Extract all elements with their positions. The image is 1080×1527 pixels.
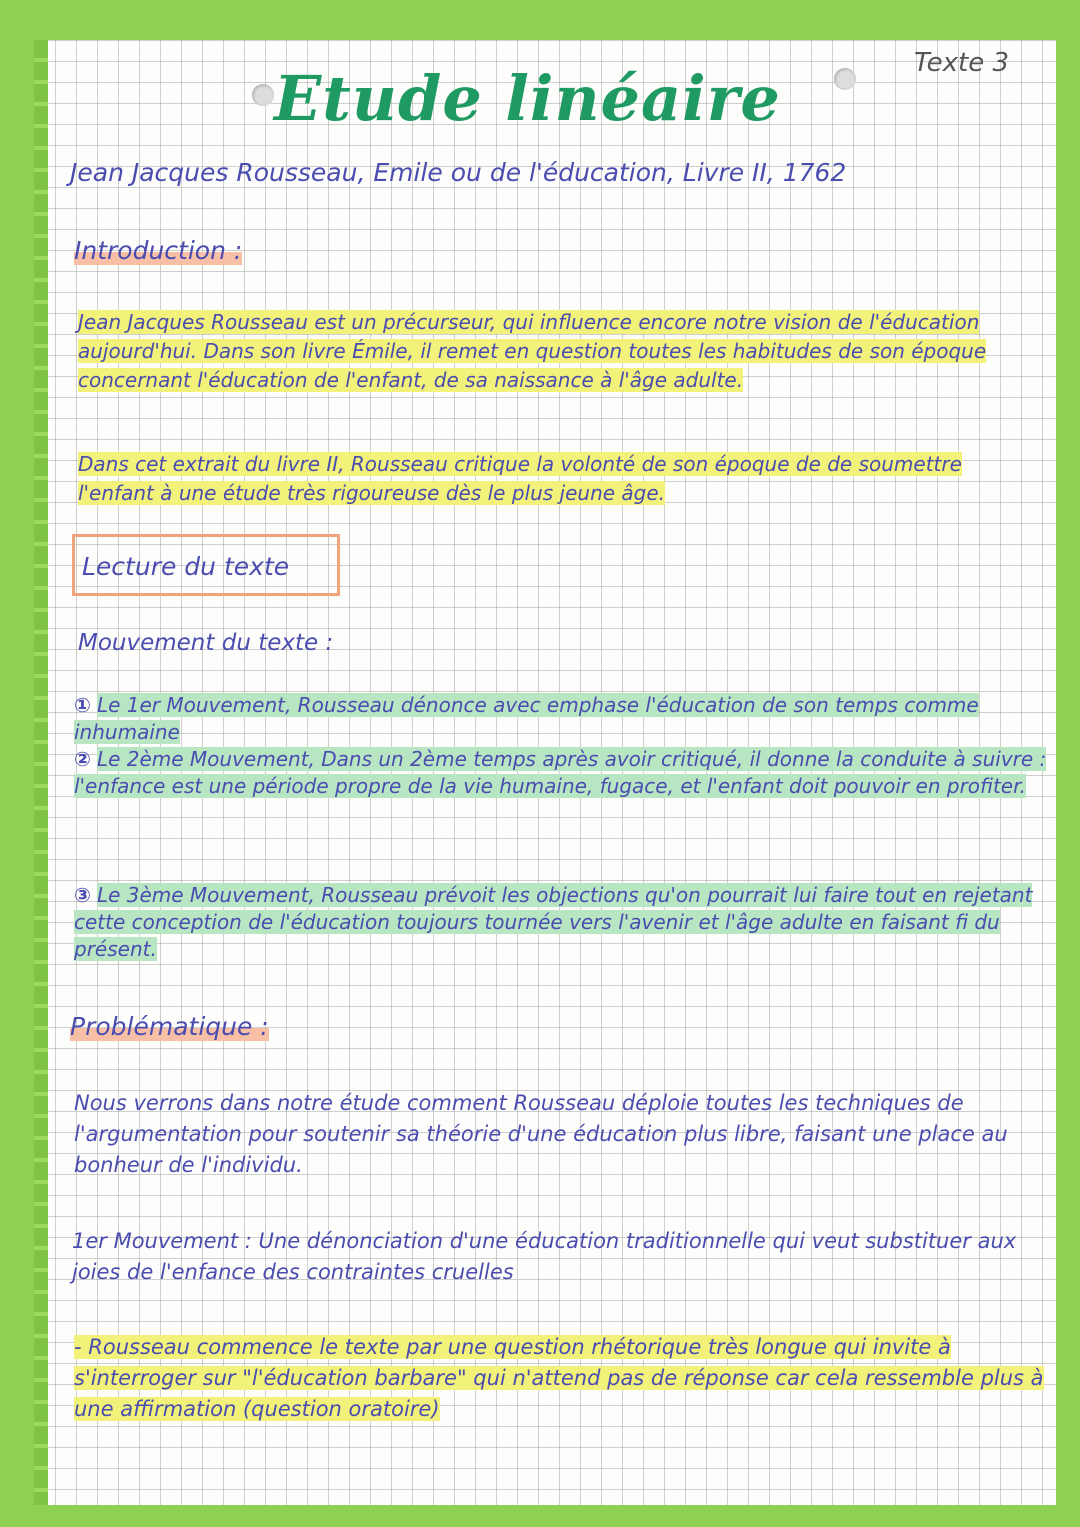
problematique-text: Nous verrons dans notre étude comment Rousseau déploie toutes les techniques de l'argumentation pour soutenir sa théorie d'une éducation plus libre, faisant une place au bonheur de l'individu.: [74, 1091, 1008, 1177]
notebook-page: [34, 40, 1056, 1505]
item-number: ①: [74, 693, 91, 717]
mouvement-text: Le 1er Mouvement, Rousseau dénonce avec emphase l'éducation de son temps comme inhumaine: [74, 693, 979, 744]
mouvement-item-1: [74, 692, 1049, 746]
introduction-text: Jean Jacques Rousseau est un précurseur, qui influence encore notre vision de l'éducation aujourd'hui. Dans son livre Émile, il remet en question toutes les habitudes de son époque concernant l'éducation de l'enfant, de sa naissance à l'âge adulte.: [78, 310, 987, 392]
mouvement1-text-highlight: - Rousseau commence le texte par une question rhétorique très longue qui invite à s'interroger sur "l'éducation barbare" qui n'attend pas de réponse car cela ressemble plus à une affirmation (question oratoire): [74, 1335, 1044, 1421]
mouvements-heading: Mouvement du texte :: [78, 630, 334, 656]
page-title: Etude linéaire: [274, 62, 781, 135]
introduction-paragraph: [78, 308, 1048, 395]
item-number: ③: [74, 883, 91, 907]
lecture-heading: Lecture du texte: [82, 552, 290, 581]
problematique-heading: Problématique :: [70, 1012, 269, 1041]
punch-hole-right: [834, 68, 856, 90]
item-number: ②: [74, 747, 91, 771]
punch-hole-left: [252, 84, 274, 106]
mouvement-item-2: [74, 746, 1049, 800]
page-edge: [34, 40, 48, 1505]
mouvement-text: Le 3ème Mouvement, Rousseau prévoit les objections qu'on pourrait lui faire tout en rejetant cette conception de l'éducation toujours tournée vers l'avenir et l'âge adulte en faisant fi du présent.: [74, 883, 1033, 961]
mouvement1-heading: 1er Mouvement : Une dénonciation d'une éducation traditionnelle qui veut substituer aux joies de l'enfance des contraintes cruelles: [72, 1229, 1017, 1284]
introduction-heading: Introduction :: [74, 236, 243, 265]
introduction-paragraph-2: [78, 450, 1018, 508]
introduction-text-2: Dans cet extrait du livre II, Rousseau critique la volonté de son époque de de soumettre l'enfant à une étude très rigoureuse dès le plus jeune âge.: [78, 452, 962, 505]
mouvement-item-3: [74, 882, 1049, 963]
mouvement-text: Le 2ème Mouvement, Dans un 2ème temps après avoir critiqué, il donne la conduite à suivre : l'enfance est une période propre de la vie humaine, fugace, et l'enfant doit pouvoir en profiter.: [74, 747, 1047, 798]
source-reference: Jean Jacques Rousseau, Emile ou de l'éducation, Livre II, 1762: [70, 158, 847, 187]
text-number-label: Texte 3: [914, 48, 1010, 78]
mouvement1-text: [74, 1332, 1049, 1425]
